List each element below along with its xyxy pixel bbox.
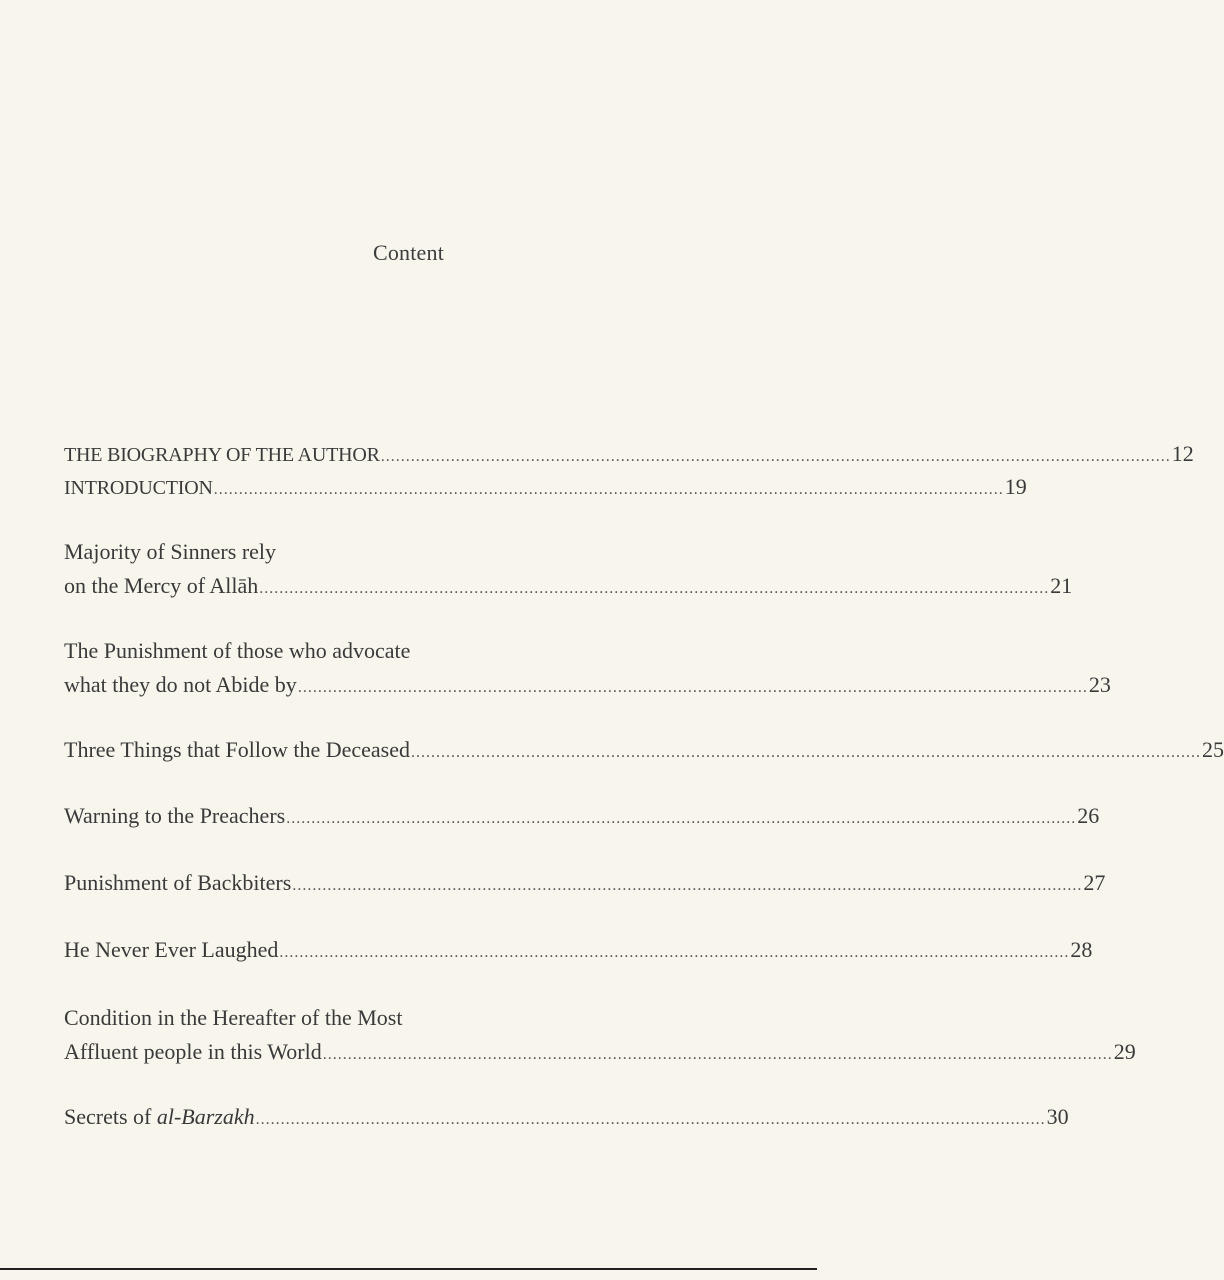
leader-dots: .............................................................................................................................................................. [411,744,1201,761]
toc-entry-title: Punishment of Backbiters [64,870,292,895]
toc-entry-title: what they do not Abide by [64,672,297,697]
toc-page-number: 12 [1171,441,1194,466]
toc-entry[interactable] [64,535,1073,603]
page-title: Content [372,240,445,265]
leader-dots: .............................................................................................................................................................. [259,580,1050,597]
leader-dots: .............................................................................................................................................................. [297,679,1088,696]
leader-dots: .............................................................................................................................................................. [322,1046,1113,1063]
leader-dots: .............................................................................................................................................................. [255,1111,1046,1128]
toc-page-number: 21 [1050,573,1073,598]
leader-dots: .............................................................................................................................................................. [380,448,1171,465]
toc-entry[interactable] [64,733,1224,767]
toc-entry-title: Warning to the Preachers [64,803,286,828]
toc-entry-title: on the Mercy of Allāh [64,573,259,598]
toc-entry-title: He Never Ever Laughed [64,937,279,962]
toc-page-number: 28 [1070,937,1093,962]
toc-entry[interactable] [64,470,1027,504]
toc-page-number: 27 [1083,870,1106,895]
toc-entry[interactable] [64,1001,1136,1069]
leader-dots: .............................................................................................................................................................. [213,481,1004,498]
toc-entry-title-line: The Punishment of those who advocate [64,638,411,663]
toc-entry-title: Affluent people in this World [64,1039,322,1064]
toc-entry[interactable] [64,866,1106,900]
toc-entry-title [64,1100,255,1134]
toc-page-number: 29 [1113,1039,1136,1064]
toc-entry-title-italic: al-Barzakh [156,1104,255,1129]
leader-dots: .............................................................................................................................................................. [292,877,1083,894]
toc-entry-title: THE BIOGRAPHY OF THE AUTHOR [64,444,380,466]
toc-entry-title-line: Majority of Sinners rely [64,539,277,564]
toc-page-number: 19 [1004,474,1027,499]
page-bottom-edge [0,1268,817,1270]
toc-entry-title-line: Condition in the Hereafter of the Most [64,1005,403,1030]
leader-dots: .............................................................................................................................................................. [286,810,1077,827]
toc-entry-title-prefix: Secrets of [64,1104,157,1129]
toc-entry[interactable] [64,1100,1069,1134]
toc-entry[interactable] [64,799,1100,833]
toc-page-number: 30 [1046,1104,1069,1129]
toc-page-number: 23 [1088,672,1111,697]
toc-entry[interactable] [64,933,1093,967]
toc-entry[interactable] [64,634,1111,702]
toc-entry[interactable] [64,437,1194,471]
toc-entry-title: Three Things that Follow the Deceased [64,737,410,762]
leader-dots: .............................................................................................................................................................. [279,944,1070,961]
toc-entry-title: INTRODUCTION [64,477,213,499]
toc-page-number: 25 [1202,737,1224,762]
toc-page-number: 26 [1077,803,1100,828]
